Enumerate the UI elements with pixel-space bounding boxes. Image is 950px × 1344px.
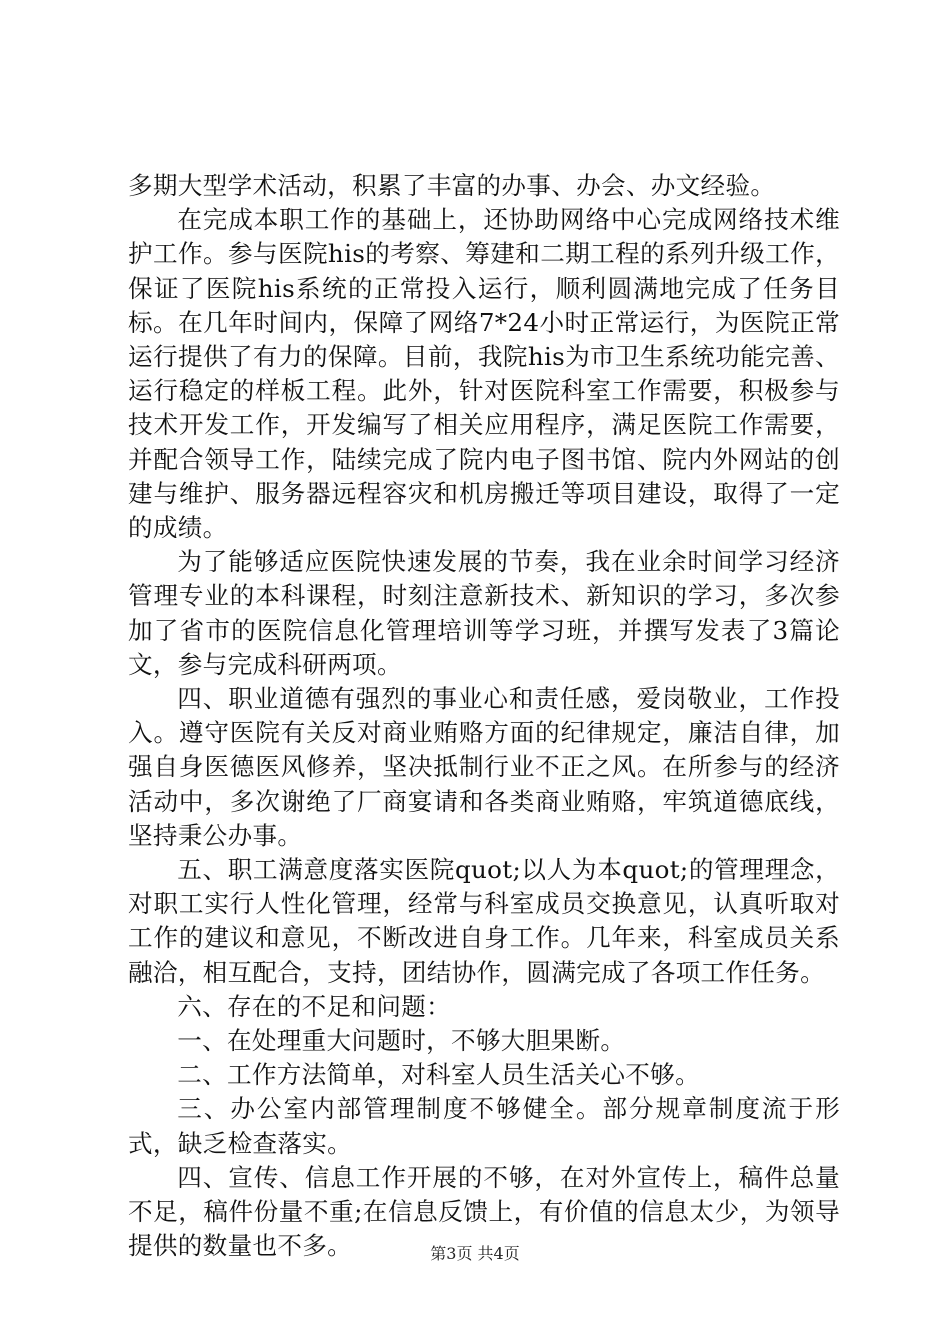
paragraph: 多期大型学术活动，积累了丰富的办事、办会、办文经验。 — [128, 171, 776, 200]
document-body — [128, 169, 840, 1264]
paragraph: 二、工作方法简单，对科室人员生活关心不够。 — [177, 1060, 700, 1090]
paragraph: 一、在处理重大问题时，不够大胆果断。 — [177, 1026, 626, 1056]
paragraph: 三、办公室内部管理制度不够健全。部分规章制度流于形式，缺乏检查落实。 — [128, 1094, 840, 1158]
paragraph: 在完成本职工作的基础上，还协助网络中心完成网络技术维护工作。参与医院his的考察、筹建和二期工程的系列升级工作，保证了医院his系统的正常投入运行，顺利圆满地完成了任务目标。在几年时间内，保障了网络7*24小时正常运行，为医院正常运行提供了有力的保障。目前，我院his为市卫生系统功能完善、运行稳定的样板工程。此外，针对医院科室工作需要，积极参与技术开发工作，开发编写了相关应用程序，满足医院工作需要，并配合领导工作，陆续完成了院内电子图书馆、院内外网站的创建与维护、服务器远程容灾和机房搬迁等项目建设，取得了一定的成绩。 — [128, 205, 840, 543]
page-number-footer: 第3页 共4页 — [430, 1244, 520, 1263]
paragraph: 五、职工满意度落实医院quot;以人为本quot;的管理理念，对职工实行人性化管理，经常与科室成员交换意见，认真听取对工作的建议和意见，不断改进自身工作。几年来，科室成员关系融洽，相互配合，支持，团结协作，圆满完成了各项工作任务。 — [128, 855, 840, 987]
paragraph: 六、存在的不足和问题： — [177, 991, 452, 1021]
paragraph: 四、宣传、信息工作开展的不够，在对外宣传上，稿件总量不足，稿件份量不重;在信息反馈上，有价值的信息太少，为领导提供的数量也不多。 — [128, 1162, 840, 1261]
paragraph: 为了能够适应医院快速发展的节奏，我在业余时间学习经济管理专业的本科课程，时刻注意新技术、新知识的学习，多次参加了省市的医院信息化管理培训等学习班，并撰写发表了3篇论文，参与完成科研两项。 — [128, 547, 840, 679]
paragraph: 四、职业道德有强烈的事业心和责任感，爱岗敬业，工作投入。遵守医院有关反对商业贿赂方面的纪律规定，廉洁自律，加强自身医德医风修养，坚决抵制行业不正之风。在所参与的经济活动中，多次谢绝了厂商宴请和各类商业贿赂，牢筑道德底线，坚持秉公办事。 — [128, 684, 840, 850]
